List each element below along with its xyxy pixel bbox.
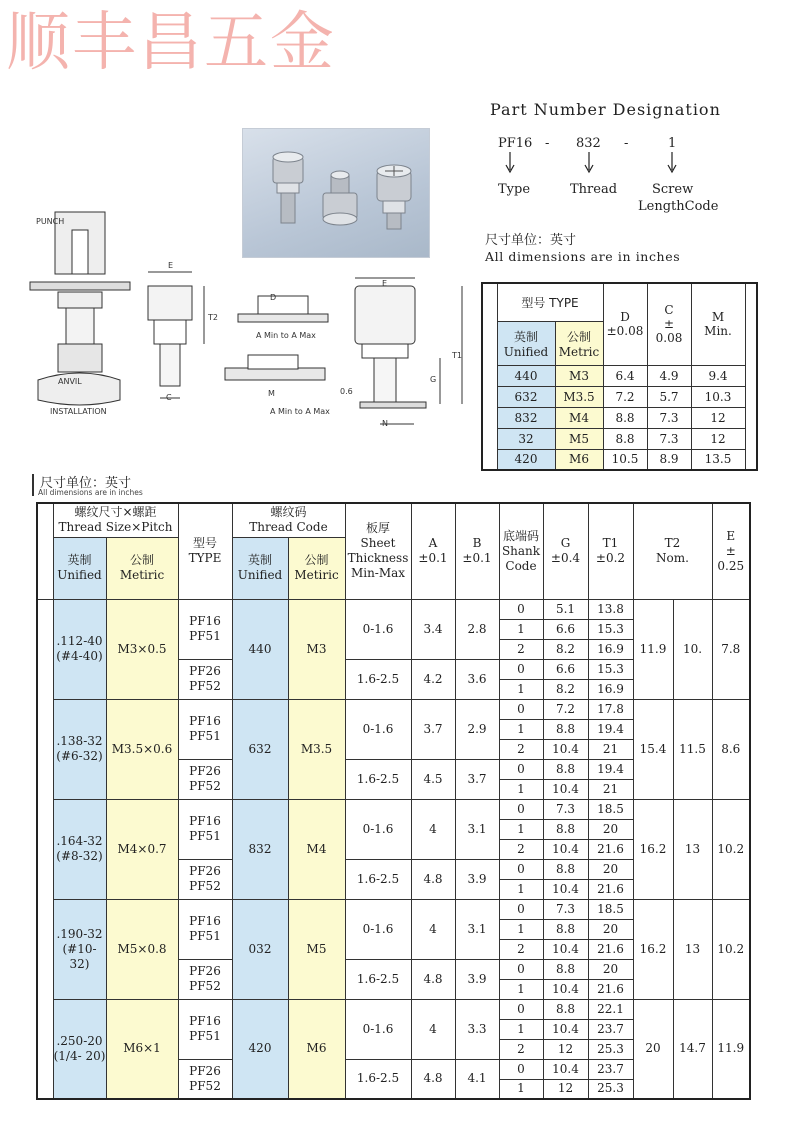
unit-cn: 尺寸单位：英寸 <box>485 233 577 248</box>
label-type: Type <box>498 182 531 197</box>
shank-header: 底端码 Shank Code <box>499 503 543 599</box>
g-value: 8.8 <box>543 959 588 979</box>
t1-value: 21 <box>588 779 633 799</box>
t2-value: 11.9 <box>633 599 673 699</box>
label-a-range-2: A Min to A Max <box>270 407 330 416</box>
technical-diagram <box>0 0 480 440</box>
table-row: 632 M3.5 7.2 5.7 10.3 <box>482 386 757 407</box>
code-thread: 832 <box>576 136 601 151</box>
g-value: 12 <box>543 1079 588 1099</box>
e-value: 10.2 <box>712 899 750 999</box>
g-value: 10.4 <box>543 779 588 799</box>
t1-value: 20 <box>588 819 633 839</box>
t1-value: 21.6 <box>588 939 633 959</box>
sheet-thickness: 1.6-2.5 <box>345 959 411 999</box>
metric-size: M4×0.7 <box>106 799 178 899</box>
t1-value: 19.4 <box>588 719 633 739</box>
g-value: 7.3 <box>543 899 588 919</box>
sheet-header: 板厚 Sheet Thickness Min-Max <box>345 503 411 599</box>
t2-header: T2 Nom. <box>633 503 712 599</box>
table-row <box>37 599 750 619</box>
shank-code: 0 <box>499 659 543 679</box>
type-cell: PF26 PF52 <box>178 959 232 999</box>
b-value: 3.3 <box>455 999 499 1059</box>
a-value: 3.4 <box>411 599 455 659</box>
t1-value: 16.9 <box>588 639 633 659</box>
a-value: 4 <box>411 999 455 1059</box>
g-value: 8.8 <box>543 919 588 939</box>
thread-code-unified: 632 <box>232 699 288 799</box>
g-value: 8.8 <box>543 999 588 1019</box>
t1-value: 22.1 <box>588 999 633 1019</box>
sheet-thickness: 0-1.6 <box>345 899 411 959</box>
type-cell: PF16 PF51 <box>178 599 232 659</box>
g-value: 10.4 <box>543 839 588 859</box>
label-length-code: LengthCode <box>638 199 719 214</box>
unified-size: .112-40 (#4-40) <box>53 599 106 699</box>
t2-value-2: 10. <box>673 599 712 699</box>
label-a-range-1: A Min to A Max <box>256 331 316 340</box>
t1-value: 21.6 <box>588 839 633 859</box>
shank-code: 2 <box>499 839 543 859</box>
a-header: A ±0.1 <box>411 503 455 599</box>
unified-size: .138-32 (#6-32) <box>53 699 106 799</box>
type-dimension-table <box>481 282 758 471</box>
type-cell: PF26 PF52 <box>178 759 232 799</box>
small-metric-header: 公制 Metric <box>555 321 603 365</box>
unified-size: .250-20 (1/4- 20) <box>53 999 106 1099</box>
t1-value: 15.3 <box>588 659 633 679</box>
g-value: 8.8 <box>543 859 588 879</box>
t1-header: T1 ±0.2 <box>588 503 633 599</box>
shank-code: 0 <box>499 899 543 919</box>
t2-value-2: 11.5 <box>673 699 712 799</box>
label-d: D <box>270 293 277 302</box>
shank-code: 2 <box>499 739 543 759</box>
t2-value: 16.2 <box>633 799 673 899</box>
table-row <box>37 999 750 1019</box>
b-value: 3.1 <box>455 899 499 959</box>
thread-code-metric: M4 <box>288 799 345 899</box>
b-value: 4.1 <box>455 1059 499 1099</box>
a-value: 4 <box>411 899 455 959</box>
sheet-thickness: 0-1.6 <box>345 999 411 1059</box>
shank-code: 1 <box>499 1079 543 1099</box>
g-value: 8.8 <box>543 759 588 779</box>
b-value: 3.9 <box>455 959 499 999</box>
shank-code: 1 <box>499 919 543 939</box>
e-value: 11.9 <box>712 999 750 1099</box>
type-header: 型号 TYPE <box>178 503 232 599</box>
thread-code-unified: 420 <box>232 999 288 1099</box>
t1-value: 20 <box>588 959 633 979</box>
b-value: 2.8 <box>455 599 499 659</box>
t2-value-2: 13 <box>673 899 712 999</box>
thread-code-unified: 032 <box>232 899 288 999</box>
shank-code: 1 <box>499 719 543 739</box>
t2-value-2: 14.7 <box>673 999 712 1099</box>
sheet-thickness: 0-1.6 <box>345 799 411 859</box>
code-unified-header: 英制 Unified <box>232 537 288 599</box>
shank-code: 2 <box>499 939 543 959</box>
sheet-thickness: 1.6-2.5 <box>345 1059 411 1099</box>
unit-en-2: All dimensions are in inches <box>38 488 143 497</box>
down-arrow-icon <box>667 152 677 174</box>
metric-size: M6×1 <box>106 999 178 1099</box>
a-value: 4.5 <box>411 759 455 799</box>
e-value: 10.2 <box>712 799 750 899</box>
g-value: 10.4 <box>543 1059 588 1079</box>
type-cell: PF26 PF52 <box>178 659 232 699</box>
small-type-header: 型号 TYPE <box>497 283 603 321</box>
g-value: 5.1 <box>543 599 588 619</box>
shank-code: 0 <box>499 859 543 879</box>
shank-code: 1 <box>499 1019 543 1039</box>
sheet-thickness: 0-1.6 <box>345 599 411 659</box>
e-value: 7.8 <box>712 599 750 699</box>
unit-en: All dimensions are in inches <box>485 249 681 264</box>
metric-size: M3×0.5 <box>106 599 178 699</box>
t1-value: 25.3 <box>588 1039 633 1059</box>
unified-size: .190-32 (#10- 32) <box>53 899 106 999</box>
table-row: 440 M3 6.4 4.9 9.4 <box>482 365 757 386</box>
g-value: 6.6 <box>543 659 588 679</box>
thread-code-metric: M3 <box>288 599 345 699</box>
table-row: 32 M5 8.8 7.3 12 <box>482 428 757 449</box>
g-value: 10.4 <box>543 739 588 759</box>
t1-value: 21 <box>588 739 633 759</box>
b-value: 3.6 <box>455 659 499 699</box>
thread-code-metric: M5 <box>288 899 345 999</box>
t2-value: 15.4 <box>633 699 673 799</box>
g-value: 8.2 <box>543 679 588 699</box>
shank-code: 1 <box>499 979 543 999</box>
sheet-thickness: 0-1.6 <box>345 699 411 759</box>
unit-cn-2: 尺寸单位：英寸 <box>40 476 132 491</box>
code-dash-1: - <box>545 136 550 151</box>
t1-value: 25.3 <box>588 1079 633 1099</box>
shank-code: 0 <box>499 799 543 819</box>
label-screw: Screw <box>652 182 694 197</box>
b-value: 3.9 <box>455 859 499 899</box>
sheet-thickness: 1.6-2.5 <box>345 859 411 899</box>
thread-code-header: 螺纹码 Thread Code <box>232 503 345 537</box>
g-value: 8.8 <box>543 719 588 739</box>
shank-code: 2 <box>499 639 543 659</box>
t2-value-2: 13 <box>673 799 712 899</box>
type-cell: PF26 PF52 <box>178 1059 232 1099</box>
t1-value: 23.7 <box>588 1019 633 1039</box>
label-n: N <box>382 419 388 428</box>
t2-value: 16.2 <box>633 899 673 999</box>
g-value: 8.8 <box>543 819 588 839</box>
shank-code: 1 <box>499 619 543 639</box>
shank-code: 0 <box>499 599 543 619</box>
code-metric-header: 公制 Metiric <box>288 537 345 599</box>
label-gap: 0.6 <box>340 387 353 396</box>
a-value: 4.8 <box>411 1059 455 1099</box>
t1-value: 15.3 <box>588 619 633 639</box>
g-value: 8.2 <box>543 639 588 659</box>
thread-code-metric: M6 <box>288 999 345 1099</box>
g-value: 6.6 <box>543 619 588 639</box>
small-m-header: M Min. <box>691 283 745 365</box>
unified-size: .164-32 (#8-32) <box>53 799 106 899</box>
shank-code: 0 <box>499 1059 543 1079</box>
label-e: E <box>168 261 174 270</box>
a-value: 4.8 <box>411 959 455 999</box>
metric-header: 公制 Metiric <box>106 537 178 599</box>
table-row <box>37 699 750 719</box>
thread-code-unified: 440 <box>232 599 288 699</box>
shank-code: 0 <box>499 759 543 779</box>
shank-code: 1 <box>499 819 543 839</box>
thread-code-unified: 832 <box>232 799 288 899</box>
t1-value: 23.7 <box>588 1059 633 1079</box>
shank-code: 2 <box>499 1039 543 1059</box>
label-c: C <box>166 393 172 402</box>
code-dash-2: - <box>624 136 629 151</box>
g-value: 10.4 <box>543 979 588 999</box>
t1-value: 18.5 <box>588 899 633 919</box>
b-value: 2.9 <box>455 699 499 759</box>
table-row <box>37 899 750 919</box>
shank-code: 1 <box>499 679 543 699</box>
brand-title: 顺丰昌五金 <box>6 6 336 80</box>
small-c-header: C ± 0.08 <box>647 283 691 365</box>
shank-code: 1 <box>499 779 543 799</box>
t1-value: 20 <box>588 859 633 879</box>
code-length: 1 <box>668 136 677 151</box>
t1-value: 20 <box>588 919 633 939</box>
t1-value: 21.6 <box>588 879 633 899</box>
metric-size: M5×0.8 <box>106 899 178 999</box>
g-header: G ±0.4 <box>543 503 588 599</box>
t1-value: 21.6 <box>588 979 633 999</box>
g-value: 7.2 <box>543 699 588 719</box>
label-t2: T2 <box>208 313 218 322</box>
label-punch: PUNCH <box>36 217 65 226</box>
label-installation: INSTALLATION <box>50 407 107 416</box>
label-t1: T1 <box>452 351 462 360</box>
type-cell: PF16 PF51 <box>178 999 232 1059</box>
table-row <box>37 799 750 819</box>
label-g: G <box>430 375 437 384</box>
code-type: PF16 <box>498 136 533 151</box>
b-value: 3.7 <box>455 759 499 799</box>
t1-value: 13.8 <box>588 599 633 619</box>
t1-value: 16.9 <box>588 679 633 699</box>
g-value: 10.4 <box>543 1019 588 1039</box>
e-value: 8.6 <box>712 699 750 799</box>
t2-value: 20 <box>633 999 673 1099</box>
g-value: 7.3 <box>543 799 588 819</box>
shank-code: 1 <box>499 879 543 899</box>
shank-code: 0 <box>499 699 543 719</box>
label-e2: E <box>382 279 388 288</box>
b-header: B ±0.1 <box>455 503 499 599</box>
thread-size-header: 螺纹尺寸×螺距 Thread Size×Pitch <box>53 503 178 537</box>
designation-title: Part Number Designation <box>490 100 721 119</box>
t1-value: 19.4 <box>588 759 633 779</box>
g-value: 10.4 <box>543 939 588 959</box>
table-row: 420 M6 10.5 8.9 13.5 <box>482 449 757 470</box>
g-value: 12 <box>543 1039 588 1059</box>
unit-divider <box>32 474 34 496</box>
e-header: E ± 0.25 <box>712 503 750 599</box>
sheet-thickness: 1.6-2.5 <box>345 759 411 799</box>
label-anvil: ANVIL <box>58 377 82 386</box>
unified-header: 英制 Unified <box>53 537 106 599</box>
type-cell: PF16 PF51 <box>178 899 232 959</box>
table-row: 832 M4 8.8 7.3 12 <box>482 407 757 428</box>
g-value: 10.4 <box>543 879 588 899</box>
type-cell: PF16 PF51 <box>178 699 232 759</box>
down-arrow-icon <box>505 152 515 174</box>
type-cell: PF16 PF51 <box>178 799 232 859</box>
a-value: 4.8 <box>411 859 455 899</box>
shank-code: 0 <box>499 959 543 979</box>
metric-size: M3.5×0.6 <box>106 699 178 799</box>
t1-value: 18.5 <box>588 799 633 819</box>
small-d-header: D ±0.08 <box>603 283 647 365</box>
b-value: 3.1 <box>455 799 499 859</box>
label-thread: Thread <box>570 182 618 197</box>
label-m: M <box>268 389 275 398</box>
spec-table <box>36 502 751 1100</box>
a-value: 3.7 <box>411 699 455 759</box>
thread-code-metric: M3.5 <box>288 699 345 799</box>
down-arrow-icon <box>584 152 594 174</box>
t1-value: 17.8 <box>588 699 633 719</box>
a-value: 4 <box>411 799 455 859</box>
small-unified-header: 英制 Unified <box>497 321 555 365</box>
shank-code: 0 <box>499 999 543 1019</box>
type-cell: PF26 PF52 <box>178 859 232 899</box>
a-value: 4.2 <box>411 659 455 699</box>
sheet-thickness: 1.6-2.5 <box>345 659 411 699</box>
